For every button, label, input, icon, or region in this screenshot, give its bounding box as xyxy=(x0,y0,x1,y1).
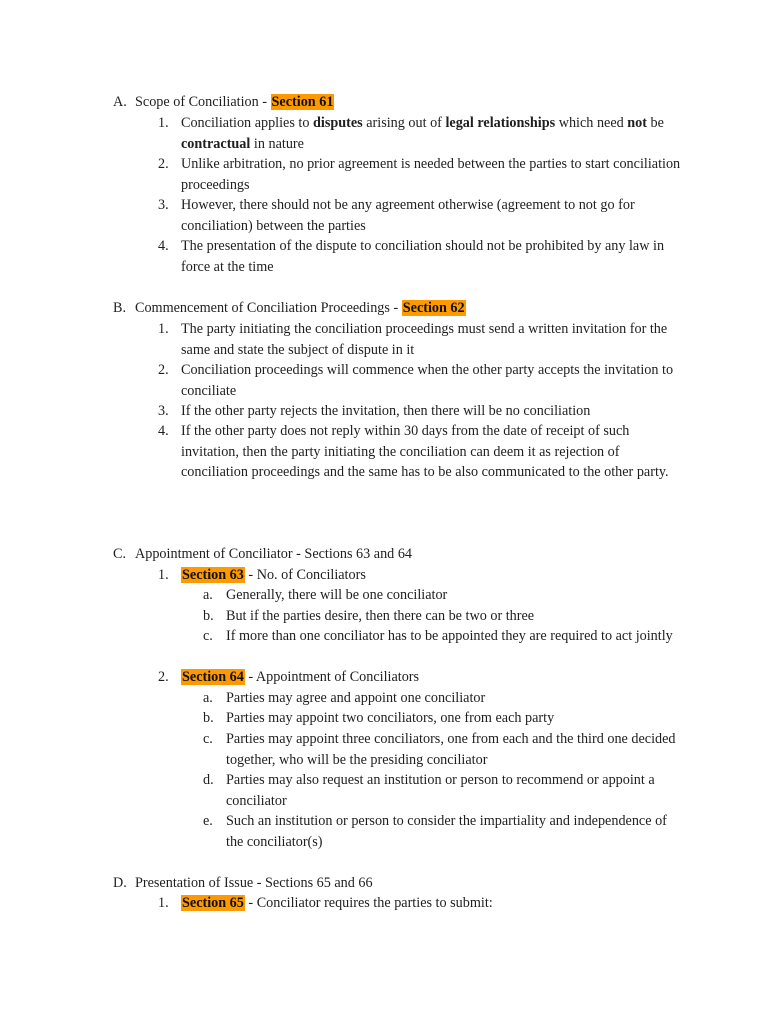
item-text: Conciliation proceedings will commence when the other party accepts the invitation to conciliate xyxy=(181,362,674,399)
item-marker: 2. xyxy=(158,669,169,685)
sub-item-marker: e. xyxy=(203,813,213,829)
item-text: If the other party does not reply within 30 days from the date of receipt of such invitation, then the party initiating the conciliation can deem it as rejection of conciliation proceedings and the same has to be also communicated to the other party. xyxy=(181,423,669,481)
item-marker: 3. xyxy=(158,403,169,419)
item-marker: 1. xyxy=(158,567,169,583)
sub-item-text: If more than one conciliator has to be appointed they are required to act jointly xyxy=(226,628,673,644)
item-marker: 4. xyxy=(158,423,169,439)
section-title: Presentation of Issue - Sections 65 and 66 xyxy=(135,875,373,891)
sub-item-marker: a. xyxy=(203,690,213,706)
section-reference-highlight: Section 64 xyxy=(182,669,244,685)
sub-item-text: Parties may agree and appoint one conciliator xyxy=(226,690,486,706)
section-reference-highlight: Section 61 xyxy=(271,94,334,110)
item-marker: 3. xyxy=(158,197,169,213)
section-title: Appointment of Conciliator - Sections 63 and 64 xyxy=(135,546,413,562)
section-title: Scope of Conciliation - xyxy=(135,94,271,110)
item-marker: 2. xyxy=(158,362,169,378)
item-text: Conciliation applies to disputes arising out of legal relationships which need not be contractual in nature xyxy=(181,115,664,152)
sub-item-text: But if the parties desire, then there can be two or three xyxy=(226,608,535,624)
section-marker: C. xyxy=(113,546,127,562)
section-marker: A. xyxy=(113,94,127,110)
item-text: Section 63 - No. of Conciliators xyxy=(182,567,366,583)
section-marker: B. xyxy=(113,300,127,316)
item-text: Unlike arbitration, no prior agreement is needed between the parties to start conciliation proceedings xyxy=(181,156,681,193)
item-marker: 1. xyxy=(158,895,169,911)
item-marker: 4. xyxy=(158,238,169,254)
item-text: However, there should not be any agreement otherwise (agreement to not go for conciliation) between the parties xyxy=(181,197,635,234)
item-text: Section 64 - Appointment of Conciliators xyxy=(182,669,420,685)
section-marker: D. xyxy=(113,875,127,891)
item-text: Section 65 - Conciliator requires the parties to submit: xyxy=(182,895,493,911)
section-title: Commencement of Conciliation Proceedings - xyxy=(135,300,402,316)
item-marker: 2. xyxy=(158,156,169,172)
sub-item-text: Parties may also request an institution or person to recommend or appoint a conciliator xyxy=(226,772,655,809)
item-text: If the other party rejects the invitation, then there will be no conciliation xyxy=(181,403,591,419)
item-marker: 1. xyxy=(158,321,169,337)
sub-item-marker: a. xyxy=(203,587,213,603)
sub-item-marker: c. xyxy=(203,628,213,644)
sub-item-marker: c. xyxy=(203,731,213,747)
sub-item-text: Generally, there will be one conciliator xyxy=(226,587,448,603)
sub-item-text: Such an institution or person to consider the impartiality and independence of the conciliator(s) xyxy=(226,813,667,850)
sub-item-marker: d. xyxy=(203,772,214,788)
sub-item-marker: b. xyxy=(203,710,214,726)
sub-item-marker: b. xyxy=(203,608,214,624)
sub-item-text: Parties may appoint three conciliators, one from each and the third one decided together, who will be the presiding conciliator xyxy=(226,731,676,768)
item-text: The presentation of the dispute to conciliation should not be prohibited by any law in force at the time xyxy=(181,238,665,275)
sub-item-text: Parties may appoint two conciliators, one from each party xyxy=(226,710,555,726)
section-reference-highlight: Section 65 xyxy=(182,895,244,911)
item-text: The party initiating the conciliation proceedings must send a written invitation for the same and state the subject of dispute in it xyxy=(181,321,668,358)
section-reference-highlight: Section 63 xyxy=(182,567,244,583)
section-reference-highlight: Section 62 xyxy=(402,300,465,316)
item-marker: 1. xyxy=(158,115,169,131)
